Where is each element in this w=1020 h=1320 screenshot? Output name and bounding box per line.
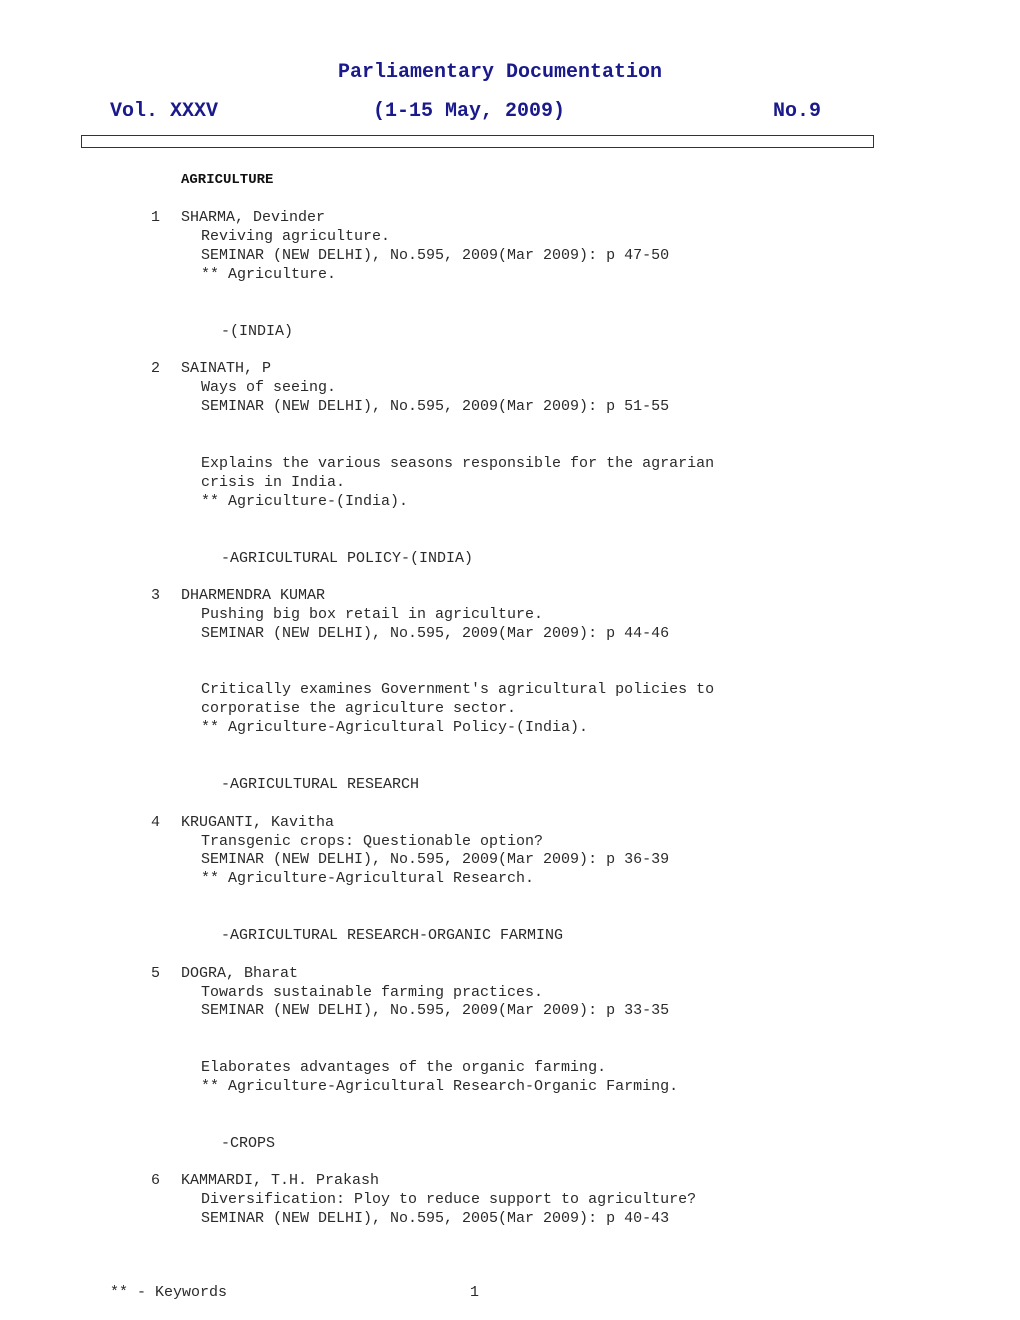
- section-heading: AGRICULTURE: [181, 172, 274, 188]
- entry-title: Pushing big box retail in agriculture.: [201, 606, 544, 623]
- entry-author: DHARMENDRA KUMAR: [181, 587, 326, 604]
- entry-abstract-line: corporatise the agriculture sector.: [201, 700, 517, 717]
- issue-number: No.9: [773, 100, 822, 123]
- entry-source: SEMINAR (NEW DELHI), No.595, 2009(Mar 2009): p 36-39: [201, 851, 670, 868]
- subject-heading: -CROPS: [221, 1135, 276, 1152]
- footer-keywords-note: ** - Keywords: [110, 1284, 228, 1301]
- entry-source: SEMINAR (NEW DELHI), No.595, 2009(Mar 2009): p 51-55: [201, 398, 670, 415]
- entry-author: KRUGANTI, Kavitha: [181, 814, 335, 831]
- entry-abstract-line: Explains the various seasons responsible for the agrarian: [201, 455, 715, 472]
- entry-title: Transgenic crops: Questionable option?: [201, 833, 544, 850]
- entry-keywords: ** Agriculture-Agricultural Research-Organic Farming.: [201, 1078, 679, 1095]
- subject-heading: -AGRICULTURAL RESEARCH: [221, 776, 420, 793]
- entry-keywords: ** Agriculture-Agricultural Research.: [201, 870, 535, 887]
- entry-author: DOGRA, Bharat: [181, 965, 299, 982]
- header-rule: [81, 135, 874, 148]
- header-title: Parliamentary Documentation: [337, 61, 663, 84]
- entry-abstract-line: Critically examines Government's agricultural policies to: [201, 681, 715, 698]
- issue-dates: (1-15 May, 2009): [373, 100, 566, 123]
- volume-label: Vol. XXXV: [110, 100, 219, 123]
- entry-number: 6: [150, 1172, 160, 1189]
- entry-author: SAINATH, P: [181, 360, 272, 377]
- entry-author: SHARMA, Devinder: [181, 209, 326, 226]
- entry-number: 3: [150, 587, 160, 604]
- entry-number: 5: [150, 965, 160, 982]
- entry-title: Reviving agriculture.: [201, 228, 391, 245]
- subject-heading: -AGRICULTURAL RESEARCH-ORGANIC FARMING: [221, 927, 564, 944]
- entry-source: SEMINAR (NEW DELHI), No.595, 2005(Mar 2009): p 40-43: [201, 1210, 670, 1227]
- page-number: 1: [470, 1284, 480, 1301]
- entry-author: KAMMARDI, T.H. Prakash: [181, 1172, 380, 1189]
- entry-title: Ways of seeing.: [201, 379, 337, 396]
- entry-number: 2: [150, 360, 160, 377]
- entry-abstract-line: Elaborates advantages of the organic farming.: [201, 1059, 607, 1076]
- entry-keywords: ** Agriculture.: [201, 266, 337, 283]
- entry-number: 1: [150, 209, 160, 226]
- entry-keywords: ** Agriculture-(India).: [201, 493, 409, 510]
- entry-title: Diversification: Ploy to reduce support to agriculture?: [201, 1191, 697, 1208]
- subject-heading: -AGRICULTURAL POLICY-(INDIA): [221, 550, 474, 567]
- entry-source: SEMINAR (NEW DELHI), No.595, 2009(Mar 2009): p 47-50: [201, 247, 670, 264]
- entry-keywords: ** Agriculture-Agricultural Policy-(India).: [201, 719, 589, 736]
- entry-title: Towards sustainable farming practices.: [201, 984, 544, 1001]
- entry-abstract-line: crisis in India.: [201, 474, 346, 491]
- subject-heading: -(INDIA): [221, 323, 294, 340]
- entry-source: SEMINAR (NEW DELHI), No.595, 2009(Mar 2009): p 33-35: [201, 1002, 670, 1019]
- entry-number: 4: [150, 814, 160, 831]
- entry-source: SEMINAR (NEW DELHI), No.595, 2009(Mar 2009): p 44-46: [201, 625, 670, 642]
